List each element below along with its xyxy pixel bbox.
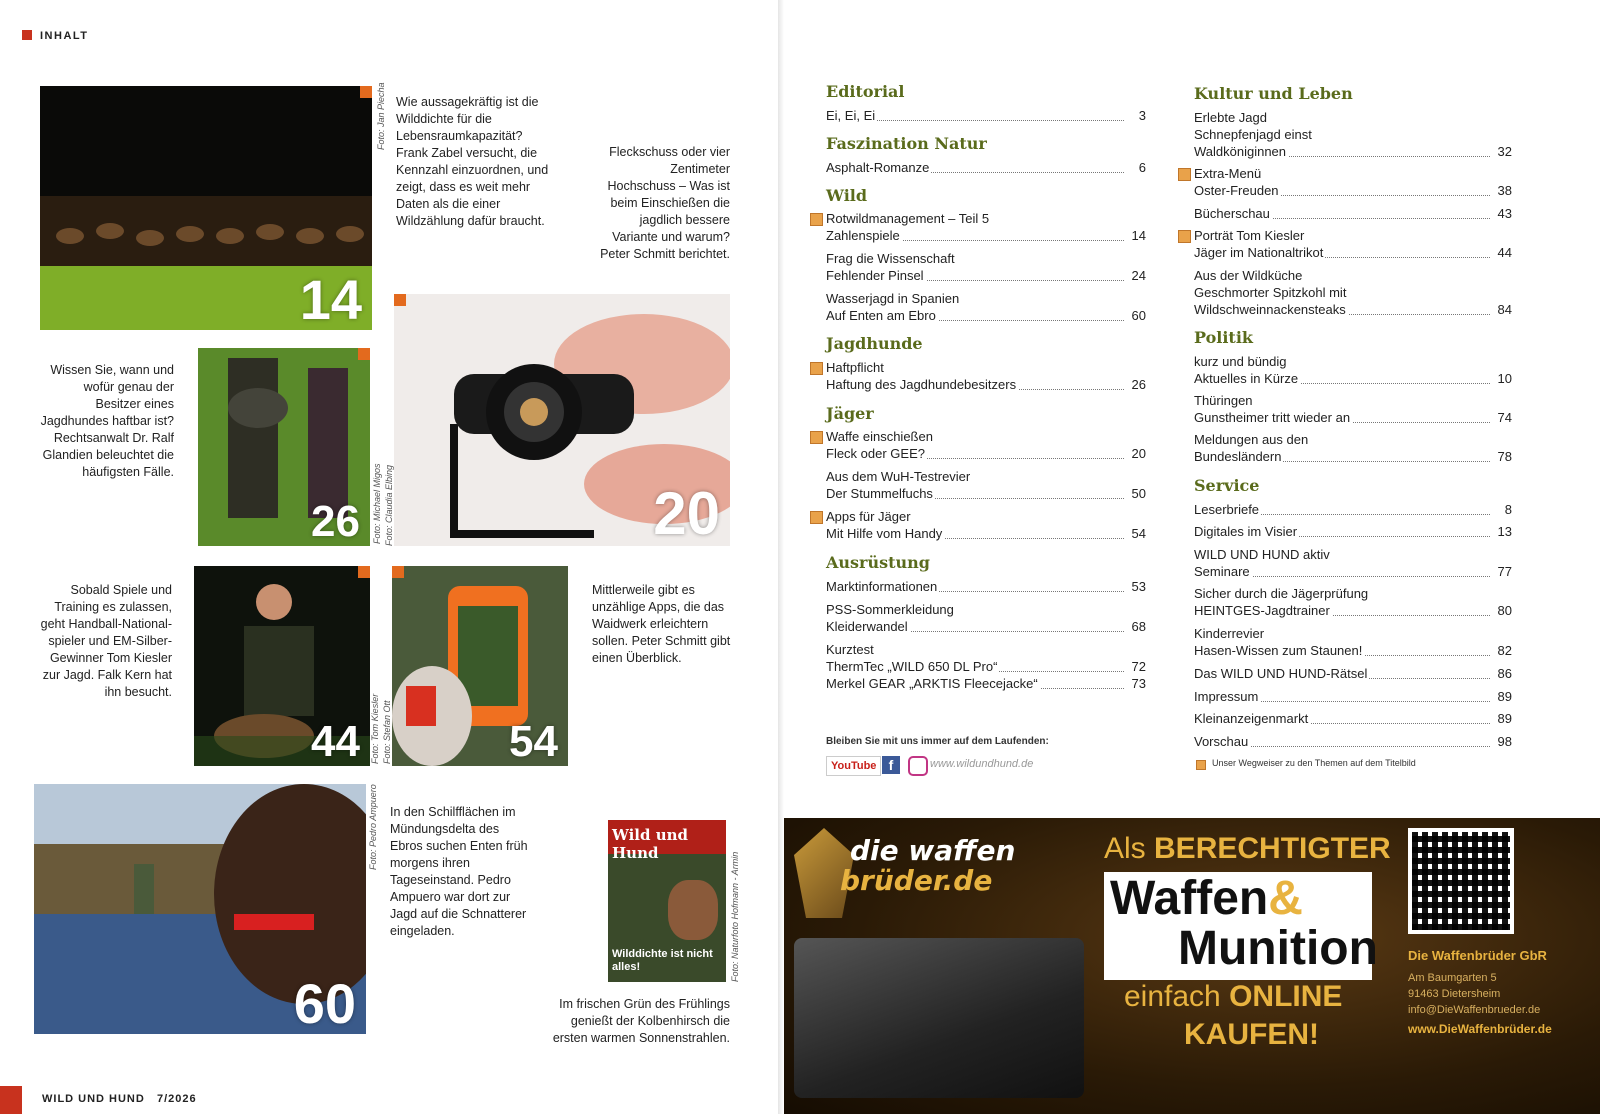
ad-company: Die Waffenbrüder GbR (1408, 948, 1547, 963)
toc-entry-title: Rotwildmanagement – Teil 5 (826, 211, 990, 226)
cover-masthead: Wild und Hund (612, 826, 688, 862)
toc-entry-title: Apps für Jäger (826, 509, 911, 524)
toc-entry[interactable]: Oster-Freuden 38 (1194, 183, 1512, 198)
toc-entry[interactable]: Marktinformationen 53 (826, 579, 1146, 594)
toc-entry-title: Haftpflicht (826, 360, 884, 375)
toc-entry-title: Geschmorter Spitzkohl mit (1194, 285, 1347, 300)
toc-entry[interactable]: Hasen-Wissen zum Staunen! 82 (1194, 643, 1512, 658)
cover-credit: Foto: Naturfoto Hofmann - Armin (730, 851, 740, 982)
cover-stag-image (668, 880, 718, 940)
website-link[interactable]: www.wildundhund.de (930, 758, 1034, 770)
blurb-portraet: Sobald Spiele und Training es zulassen, geht Handball-National-spieler und EM-Silber-Gewinner Tom Kiesler zur Jagd. Falk Kern hat ihn besucht. (40, 583, 172, 699)
toc-entry[interactable]: Kleinanzeigenmarkt 89 (1194, 711, 1512, 726)
toc-entry-title: Frag die Wissenschaft (826, 251, 955, 266)
section-label: INHALT (22, 30, 89, 42)
toc-heading-jagdhunde: Jagdhunde (826, 334, 923, 353)
toc-entry-title: WILD UND HUND aktiv (1194, 547, 1330, 562)
photo-wilddichte[interactable] (40, 86, 372, 330)
footer-marker (0, 1086, 22, 1114)
toc-entry-title: Schnepfenjagd einst (1194, 127, 1312, 142)
cover-topic-marker (810, 213, 823, 226)
ad-logo-line1: die waffen (850, 834, 1016, 867)
cover-topic-marker (1178, 168, 1191, 181)
toc-heading-politik: Politik (1194, 328, 1253, 347)
toc-entry[interactable]: Waldköniginnen 32 (1194, 144, 1512, 159)
youtube-icon[interactable]: YouTube (826, 756, 881, 776)
ad-headline-5: KAUFEN! (1184, 1018, 1319, 1051)
toc-entry[interactable]: Vorschau 98 (1194, 734, 1512, 749)
toc-heading-natur: Faszination Natur (826, 134, 987, 153)
toc-entry-title: Waffe einschießen (826, 429, 933, 444)
cover-topic-marker (810, 362, 823, 375)
advertisement[interactable] (784, 818, 1600, 1114)
toc-entry[interactable]: Haftung des Jagdhundebesitzers 26 (826, 377, 1146, 392)
photo-credit: Foto: Tom Kiesler (370, 693, 380, 764)
ad-website[interactable]: www.DieWaffenbrüder.de (1408, 1022, 1552, 1036)
toc-entry[interactable]: Digitales im Visier 13 (1194, 524, 1512, 539)
ad-email[interactable]: info@DieWaffenbrueder.de (1408, 1004, 1541, 1016)
legend-marker (1196, 760, 1206, 770)
cover-topic-marker (810, 511, 823, 524)
toc-entry[interactable]: Ei, Ei, Ei 3 (826, 108, 1146, 123)
ad-headline-1: Als BERECHTIGTER (1104, 832, 1391, 865)
ad-street: Am Baumgarten 5 (1408, 972, 1497, 984)
cover-topic-marker (810, 431, 823, 444)
toc-entry[interactable]: Der Stummelfuchs 50 (826, 486, 1146, 501)
toc-entry-title: Erlebte Jagd (1194, 110, 1267, 125)
toc-entry[interactable]: Bundesländern 78 (1194, 449, 1512, 464)
toc-entry[interactable]: Wildschweinnackensteaks 84 (1194, 302, 1512, 317)
pistol-image (794, 938, 1084, 1098)
cover-headline: Wilddichte ist nicht alles! (612, 948, 713, 973)
cover-topic-marker (394, 294, 406, 306)
page-number: 54 (509, 717, 558, 766)
toc-entry[interactable]: Jäger im Nationaltrikot 44 (1194, 245, 1512, 260)
page-number: 44 (311, 717, 360, 766)
page-number: 20 (653, 480, 720, 546)
photo-zielfernrohr[interactable] (394, 294, 730, 546)
facebook-icon[interactable]: f (882, 756, 900, 774)
toc-heading-service: Service (1194, 476, 1260, 495)
toc-entry[interactable]: Kleiderwandel 68 (826, 619, 1146, 634)
toc-entry[interactable]: Impressum 89 (1194, 689, 1512, 704)
photo-credit: Foto: Pedro Ampuero (368, 784, 378, 870)
photo-credit: Foto: Stefan Ott (382, 700, 392, 764)
toc-entry[interactable]: Mit Hilfe vom Handy 54 (826, 526, 1146, 541)
toc-entry[interactable]: Asphalt-Romanze 6 (826, 160, 1146, 175)
toc-heading-ausruestung: Ausrüstung (826, 553, 930, 572)
toc-heading-wild: Wild (826, 186, 868, 205)
page-number: 60 (293, 972, 356, 1034)
photo-entenjagd[interactable] (34, 784, 366, 1034)
social-prompt: Bleiben Sie mit uns immer auf dem Laufenden: (826, 736, 1049, 747)
toc-column-left (826, 0, 1146, 800)
blurb-einschiessen: Fleckschuss oder vier Zentimeter Hochschuss – Was ist beim Einschießen die jagdlich bessere Variante und warum? Peter Schmitt berichtet. (600, 145, 730, 261)
section-marker (22, 30, 32, 40)
toc-entry-title: Kinderrevier (1194, 626, 1265, 641)
photo-kiesler[interactable] (194, 566, 370, 766)
ad-city: 91463 Dietersheim (1408, 988, 1501, 1000)
cover-topic-marker (358, 566, 370, 578)
photo-apps[interactable] (392, 566, 568, 766)
toc-entry-title: Meldungen aus den (1194, 432, 1309, 447)
toc-entry[interactable]: HEINTGES-Jagdtrainer 80 (1194, 603, 1512, 618)
page-footer (0, 1086, 778, 1114)
toc-entry-title: Sicher durch die Jägerprüfung (1194, 586, 1369, 601)
blurb-haftpflicht: Wissen Sie, wann und wofür genau der Besitzer eines Jagdhundes haftbar ist? Rechtsanwalt Dr. Ralf Glandien beleuchtet die häufigsten Fälle. (40, 363, 174, 479)
blurb-cover: Im frischen Grün des Frühlings genießt der Kolbenhirsch die ersten warmen Sonnenstrahlen. (552, 997, 730, 1045)
blurb-wilddichte: Wie aussagekräftig ist die Wilddichte für die Lebensraumkapazität? Frank Zabel versucht, die Kennzahl einzuordnen, und zeigt, dass es weit mehr Daten als die einer Wildzählung dafür braucht. (396, 95, 549, 228)
qr-code-icon[interactable] (1408, 828, 1514, 934)
toc-entry-title: kurz und bündig (1194, 354, 1287, 369)
ad-headline-3: Munition (1178, 922, 1378, 975)
photo-credit: Foto: Jan Piecha (376, 82, 386, 150)
toc-entry-title: Thüringen (1194, 393, 1253, 408)
legend-text: Unser Wegweiser zu den Themen auf dem Titelbild (1212, 758, 1416, 768)
cover-topic-marker (358, 348, 370, 360)
photo-credit: Foto: Claudia Elbing (384, 464, 394, 546)
toc-entry[interactable]: Merkel GEAR „ARKTIS Fleecejacke“ 73 (826, 676, 1146, 691)
toc-entry[interactable]: Das WILD UND HUND-Rätsel 86 (1194, 666, 1512, 681)
toc-entry-title: Extra-Menü (1194, 166, 1262, 181)
toc-entry[interactable]: Aktuelles in Kürze 10 (1194, 371, 1512, 386)
toc-entry[interactable]: Leserbriefe 8 (1194, 502, 1512, 517)
toc-entry-title: Aus der Wildküche (1194, 268, 1303, 283)
toc-heading-kultur: Kultur und Leben (1194, 84, 1353, 103)
toc-entry[interactable]: Fehlender Pinsel 24 (826, 268, 1146, 283)
footer-title: WILD UND HUND (42, 1093, 145, 1105)
toc-heading-editorial: Editorial (826, 82, 905, 101)
toc-entry[interactable]: Seminare 77 (1194, 564, 1512, 579)
toc-entry[interactable]: Auf Enten am Ebro 60 (826, 308, 1146, 323)
photo-jagdhund[interactable] (198, 348, 370, 546)
toc-entry-title: Kurztest (826, 642, 874, 657)
photo-credit: Foto: Michael Migos (372, 463, 382, 544)
magazine-cover[interactable] (608, 820, 726, 982)
instagram-icon[interactable] (908, 756, 928, 776)
cover-topic-marker (360, 86, 372, 98)
ad-headline-4: einfach ONLINE (1124, 980, 1343, 1013)
cover-topic-marker (392, 566, 404, 578)
ad-headline-2: Waffen& (1110, 872, 1303, 925)
page-number: 14 (299, 268, 362, 330)
page-number: 26 (311, 497, 360, 546)
toc-entry[interactable]: Zahlenspiele 14 (826, 228, 1146, 243)
blurb-entenjagd: In den Schilfflächen im Mündungsdelta des Ebros suchen Enten früh morgens ihren Tageseinstand. Pedro Ampuero war dort zur Jagd auf die Schnatterer eingeladen. (390, 805, 528, 938)
toc-entry-title: Porträt Tom Kiesler (1194, 228, 1305, 243)
blurb-apps: Mittlerweile gibt es unzählige Apps, die das Waidwerk erleichtern sollen. Peter Schmitt gibt einen Überblick. (592, 583, 731, 665)
footer-issue: 7/2026 (157, 1093, 197, 1105)
toc-entry[interactable]: Fleck oder GEE? 20 (826, 446, 1146, 461)
toc-column-right (1194, 0, 1512, 800)
toc-entry-title: Aus dem WuH-Testrevier (826, 469, 971, 484)
toc-entry[interactable]: Bücherschau 43 (1194, 206, 1512, 221)
ad-logo-line2: brüder.de (840, 864, 993, 897)
toc-entry[interactable]: ThermTec „WILD 650 DL Pro“ 72 (826, 659, 1146, 674)
cover-topic-marker (1178, 230, 1191, 243)
toc-entry-title: Wasserjagd in Spanien (826, 291, 960, 306)
toc-heading-jaeger: Jäger (826, 404, 874, 423)
toc-entry[interactable]: Gunstheimer tritt wieder an 74 (1194, 410, 1512, 425)
toc-entry-title: PSS-Sommerkleidung (826, 602, 954, 617)
